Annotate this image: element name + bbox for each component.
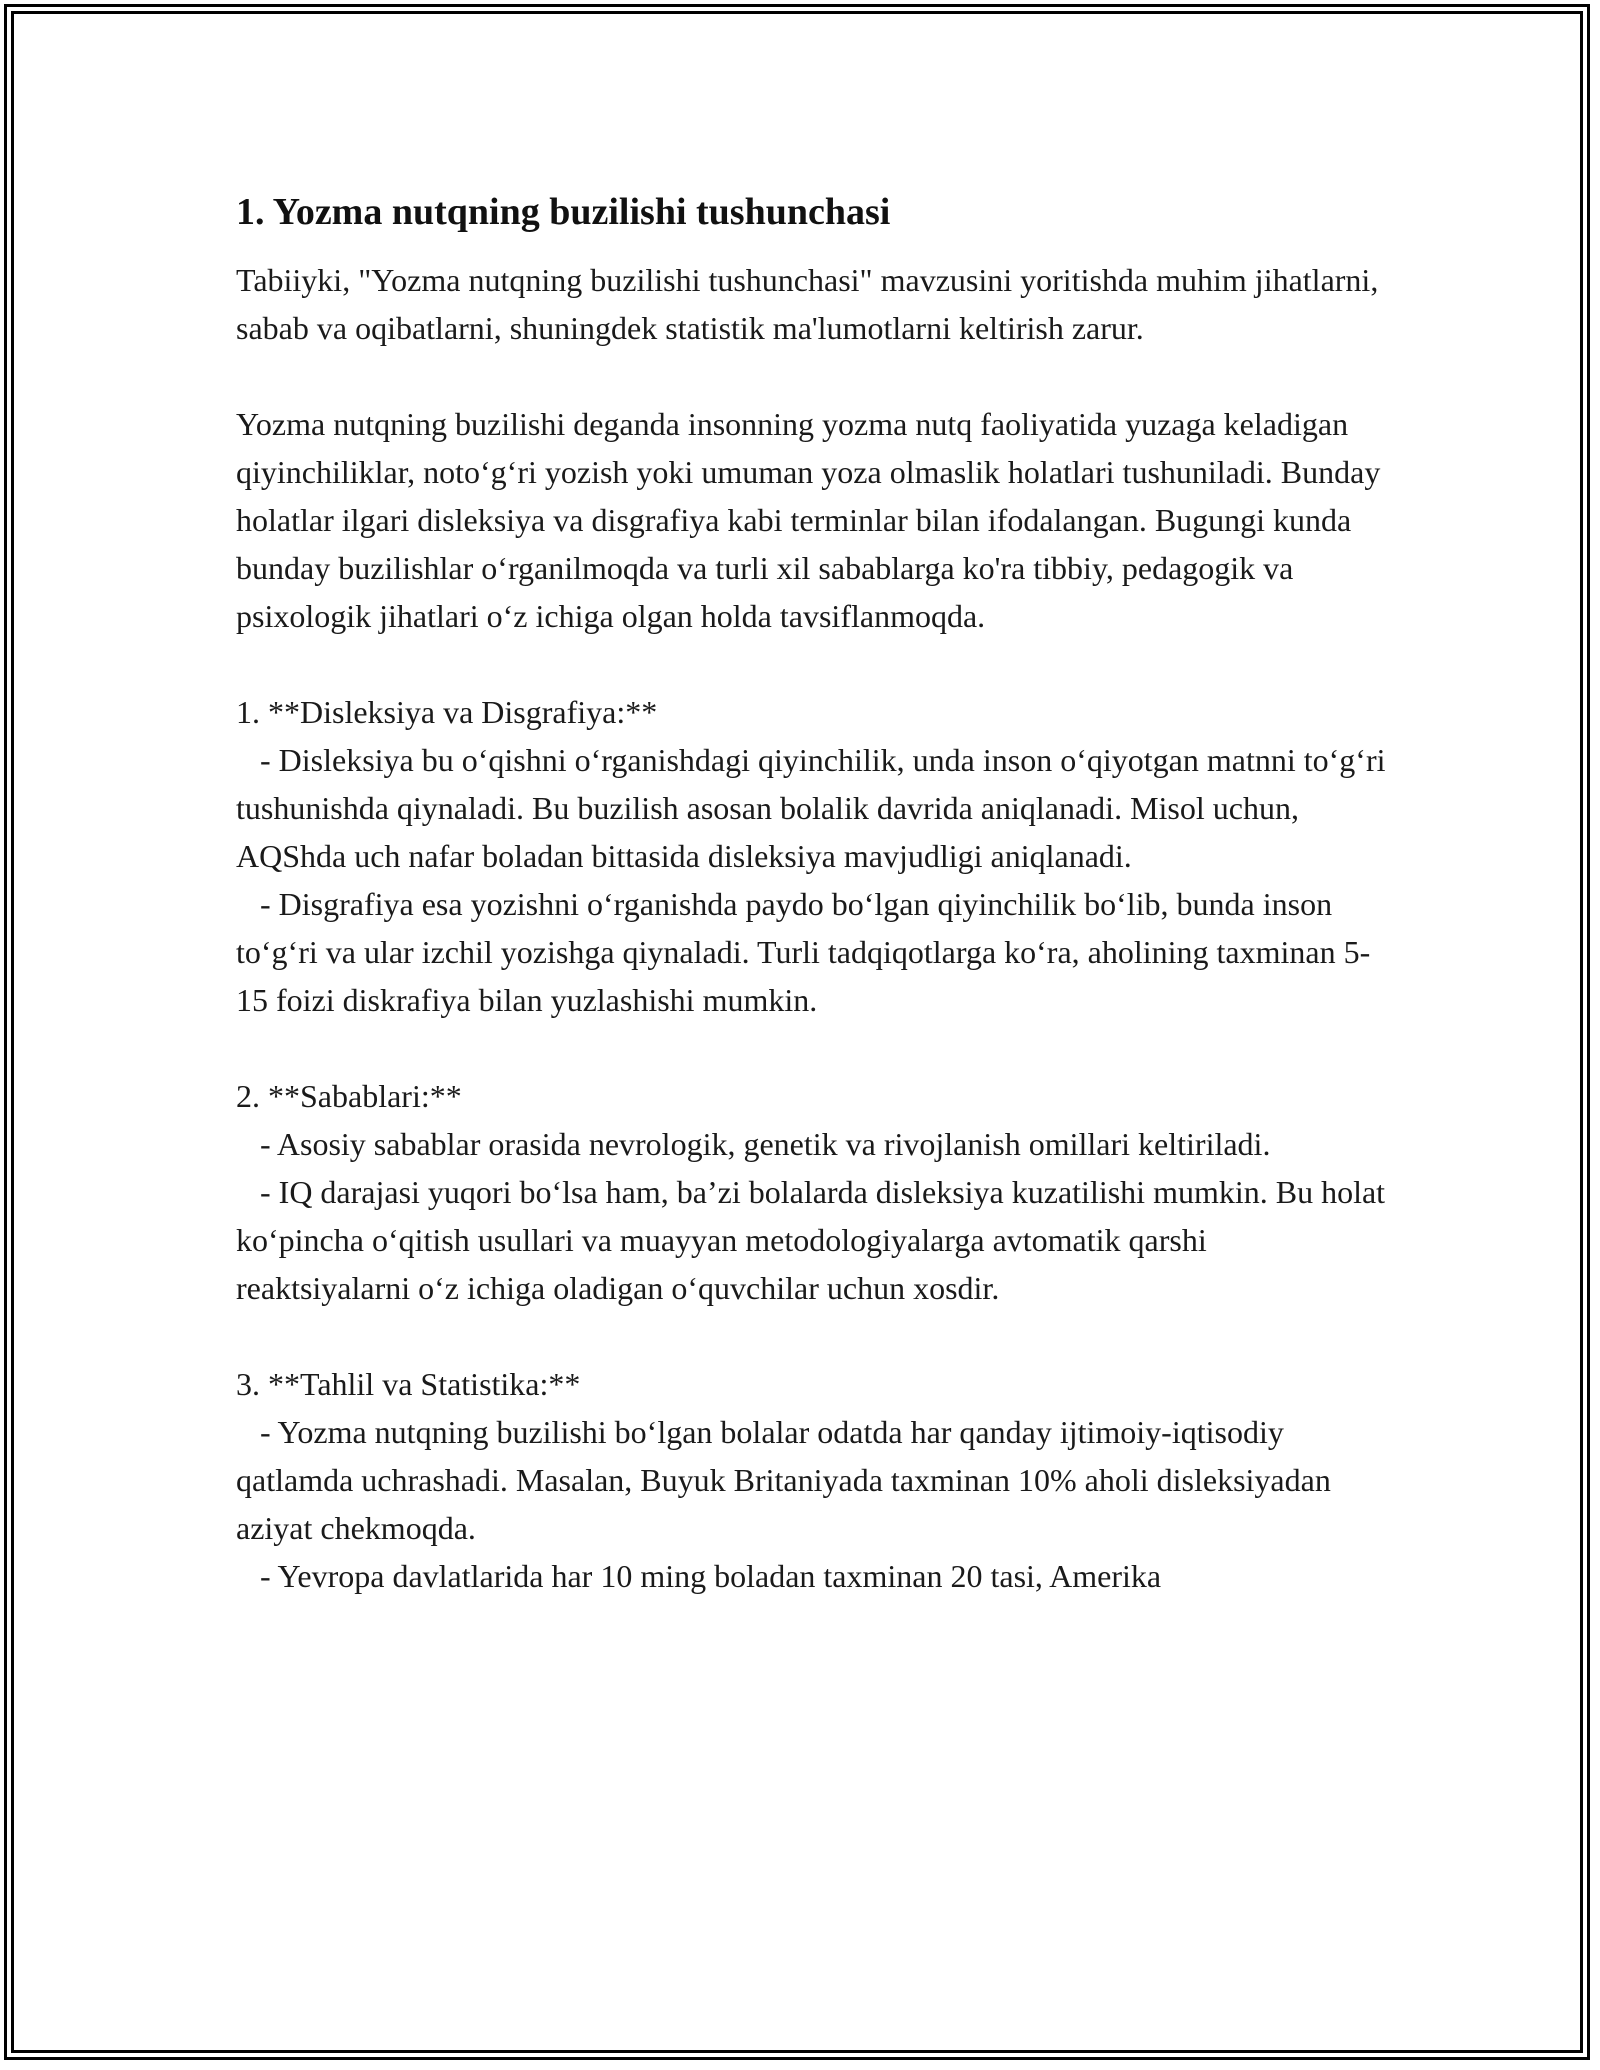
paragraph-spacer	[236, 1312, 1386, 1360]
document-body	[236, 188, 1386, 1600]
section-causes	[236, 1072, 1386, 1312]
paragraph-spacer	[236, 1024, 1386, 1072]
list-section-title: 3. **Tahlil va Statistika:**	[236, 1366, 581, 1402]
section-analysis-statistics	[236, 1360, 1386, 1600]
list-item: - IQ darajasi yuqori bo‘lsa ham, ba’zi bolalarda disleksiya kuzatilishi mumkin. Bu holat ko‘pincha o‘qitish usullari va muayyan metodologiyalarga avtomatik qarshi reaktsiyalarni o‘z ichiga oladigan o‘quvchilar uchun xosdir.	[236, 1174, 1386, 1306]
section-dyslexia-dysgraphia	[236, 688, 1386, 1024]
list-item: - Disgrafiya esa yozishni o‘rganishda paydo bo‘lgan qiyinchilik bo‘lib, bunda inson to‘g‘ri va ular izchil yozishga qiynaladi. Turli tadqiqotlarga ko‘ra, aholining taxminan 5-15 foizi diskrafiya bilan yuzlashishi mumkin.	[236, 886, 1371, 1018]
list-section-title: 1. **Disleksiya va Disgrafiya:**	[236, 694, 658, 730]
paragraph-spacer	[236, 352, 1386, 400]
section-heading: 1. Yozma nutqning buzilishi tushunchasi	[236, 191, 891, 233]
list-item: - Asosiy sabablar orasida nevrologik, genetik va rivojlanish omillari keltiriladi.	[260, 1126, 1271, 1162]
definition-paragraph: Yozma nutqning buzilishi deganda insonning yozma nutq faoliyatida yuzaga keladigan qiyinchiliklar, noto‘g‘ri yozish yoki umuman yoza olmaslik holatlari tushuniladi. Bunday holatlar ilgari disleksiya va disgrafiya kabi terminlar bilan ifodalangan. Bugungi kunda bunday buzilishlar o‘rganilmoqda va turli xil sabablarga ko'ra tibbiy, pedagogik va psixologik jihatlari o‘z ichiga olgan holda tavsiflanmoqda.	[236, 406, 1381, 634]
intro-paragraph: Tabiiyki, "Yozma nutqning buzilishi tushunchasi" mavzusini yoritishda muhim jihatlarni, sabab va oqibatlarni, shuningdek statistik ma'lumotlarni keltirish zarur.	[236, 262, 1379, 346]
list-section-title: 2. **Sabablari:**	[236, 1078, 462, 1114]
paragraph-spacer	[236, 640, 1386, 688]
list-item: - Disleksiya bu o‘qishni o‘rganishdagi qiyinchilik, unda inson o‘qiyotgan matnni to‘g‘ri tushunishda qiynaladi. Bu buzilish asosan bolalik davrida aniqlanadi. Misol uchun, AQShda uch nafar boladan bittasida disleksiya mavjudligi aniqlanadi.	[236, 742, 1386, 874]
list-item: - Yozma nutqning buzilishi bo‘lgan bolalar odatda har qanday ijtimoiy-iqtisodiy qatlamda uchrashadi. Masalan, Buyuk Britaniyada taxminan 10% aholi disleksiyadan aziyat chekmoqda.	[236, 1414, 1331, 1546]
list-item: - Yevropa davlatlarida har 10 ming boladan taxminan 20 tasi, Amerika	[260, 1558, 1162, 1594]
